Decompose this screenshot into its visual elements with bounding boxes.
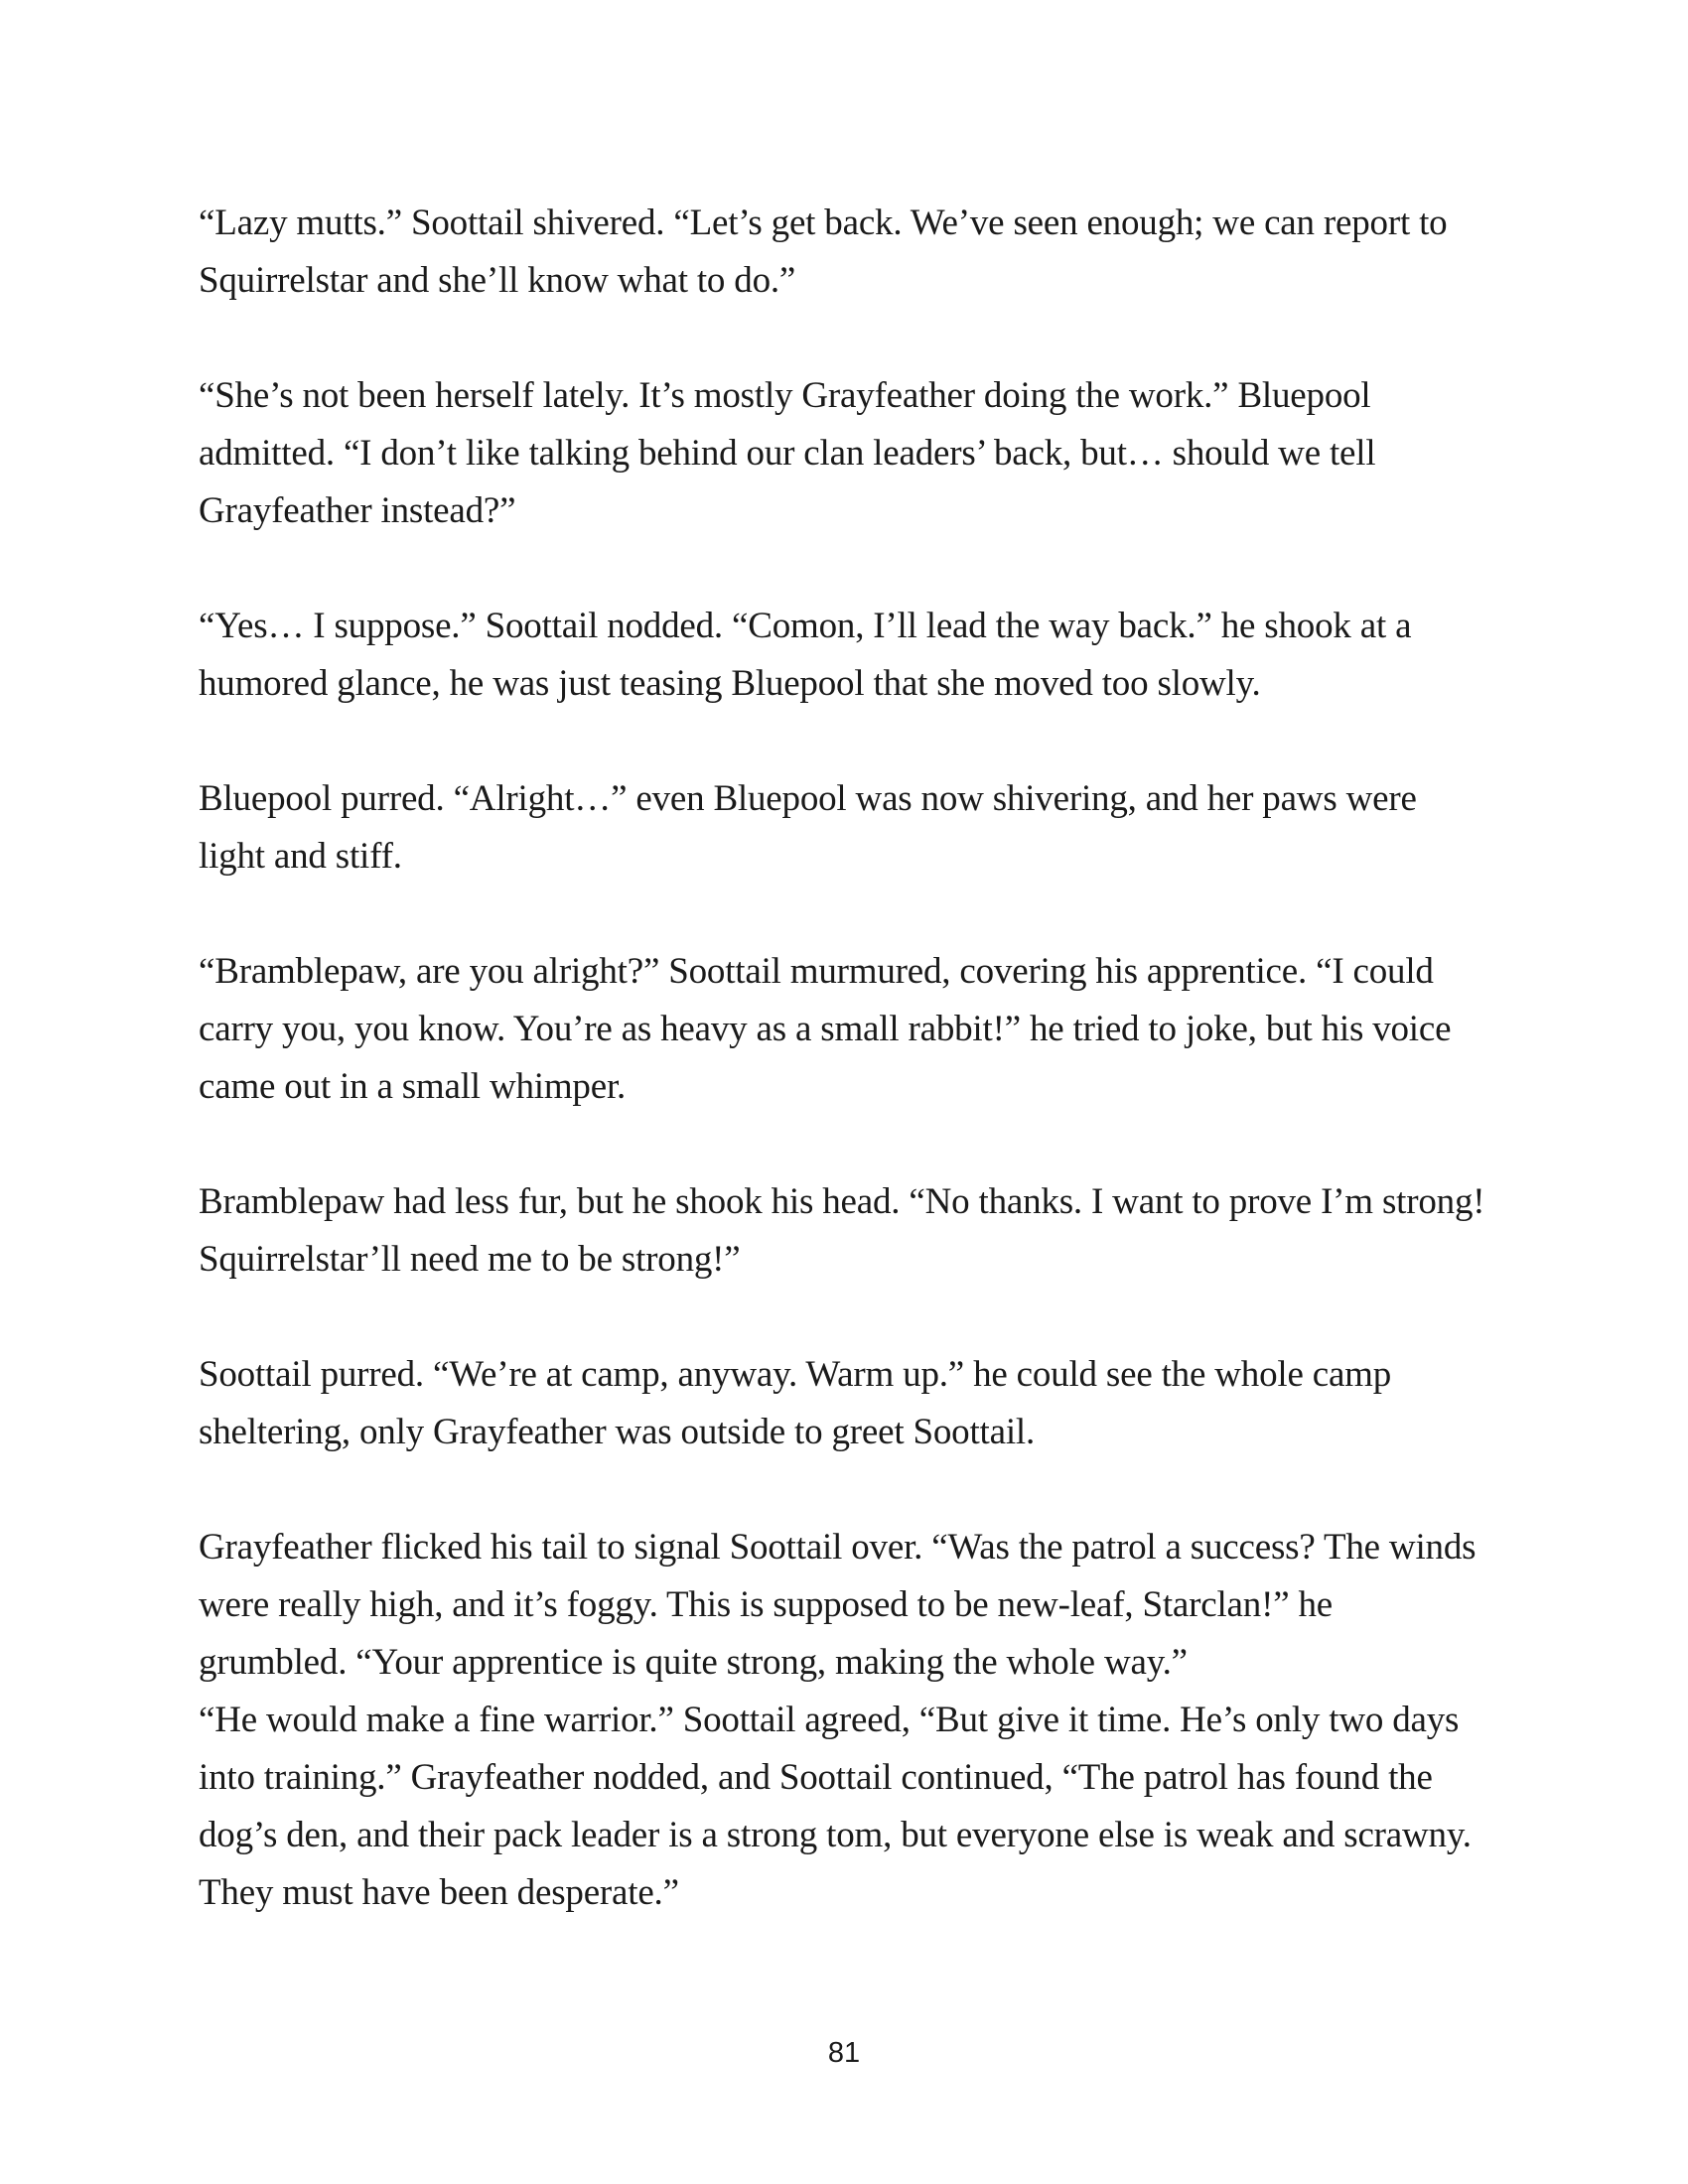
paragraph-2: “She’s not been herself lately. It’s mostly Grayfeather doing the work.” Bluepool admitted. “I don’t like talking behind our clan leaders’ back, but… should we tell Grayfeather instead?” bbox=[199, 375, 1376, 531]
paragraph-8: Grayfeather flicked his tail to signal Soottail over. “Was the patrol a success? The winds were really high, and it’s foggy. This is supposed to be new-leaf, Starclan!” he grumbled. “Your apprentice is quite strong, making the whole way.” bbox=[199, 1527, 1477, 1683]
body-text bbox=[199, 195, 1489, 1922]
paragraph-7: Soottail purred. “We’re at camp, anyway. Warm up.” he could see the whole camp sheltering, only Grayfeather was outside to greet Soottail. bbox=[199, 1354, 1392, 1452]
page-number: 81 bbox=[827, 2037, 861, 2069]
paragraph-9: “He would make a fine warrior.” Soottail agreed, “But give it time. He’s only two days into training.” Grayfeather nodded, and Soottail continued, “The patrol has found the dog’s den, and their pack leader is a strong tom, but everyone else is weak and scrawny. They must have been desperate.” bbox=[199, 1700, 1472, 1913]
paragraph-4: Bluepool purred. “Alright…” even Bluepool was now shivering, and her paws were light and stiff. bbox=[199, 778, 1417, 877]
paragraph-3: “Yes… I suppose.” Soottail nodded. “Comon, I’ll lead the way back.” he shook at a humored glance, he was just teasing Bluepool that she moved too slowly. bbox=[199, 606, 1412, 704]
paragraph-1: “Lazy mutts.” Soottail shivered. “Let’s get back. We’ve seen enough; we can report to Squirrelstar and she’ll know what to do.” bbox=[199, 203, 1448, 301]
paragraph-5: “Bramblepaw, are you alright?” Soottail murmured, covering his apprentice. “I could carry you, you know. You’re as heavy as a small rabbit!” he tried to joke, but his voice came out in a small whimper. bbox=[199, 951, 1452, 1107]
paragraph-6: Bramblepaw had less fur, but he shook his head. “No thanks. I want to prove I’m strong! Squirrelstar’ll need me to be strong!” bbox=[199, 1181, 1485, 1280]
